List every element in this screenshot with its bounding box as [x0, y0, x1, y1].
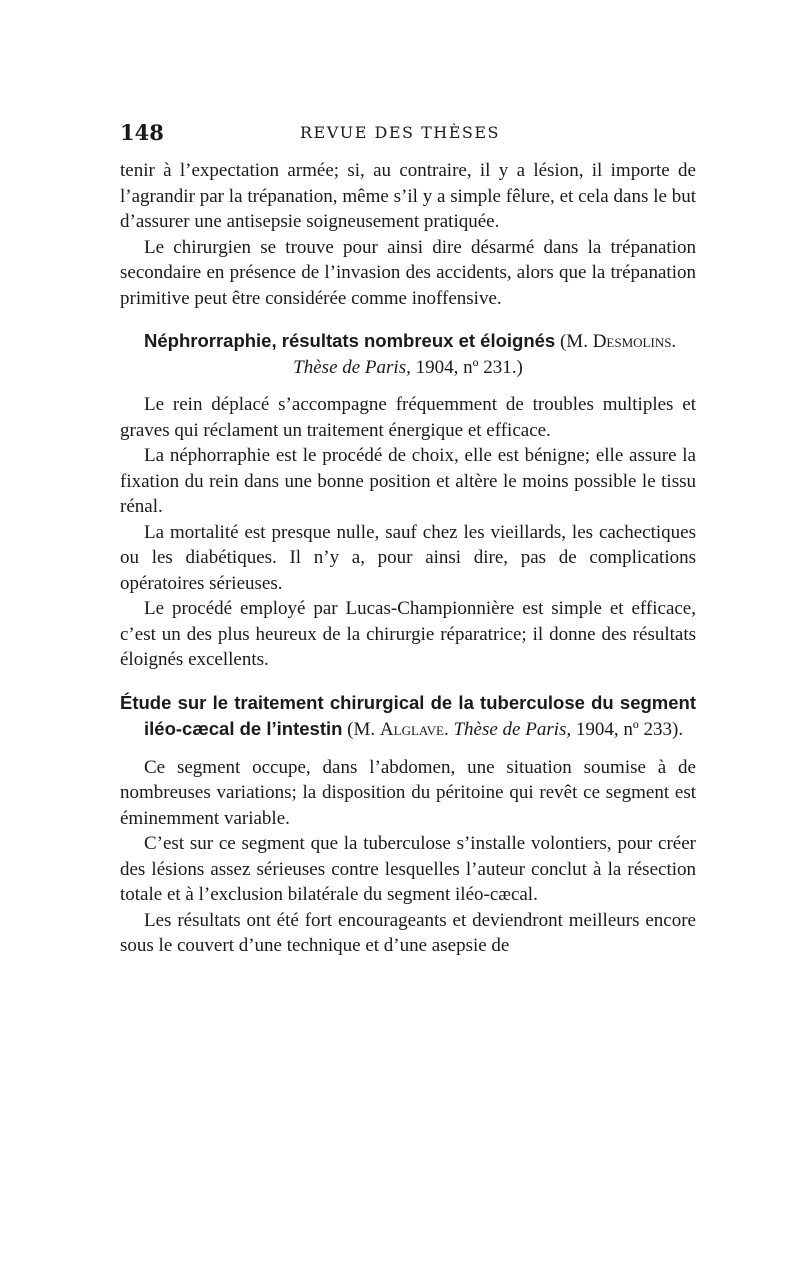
page-header	[120, 120, 680, 146]
page-body	[120, 158, 696, 959]
reference-thesis: Thèse de Paris,	[293, 356, 411, 378]
running-title: REVUE DES THÈSES	[300, 123, 500, 142]
paragraph: Les résultats ont été fort encourageants et deviendront meilleurs encore sous le couvert d’une technique et d’une asepsie de	[120, 909, 696, 956]
paragraph: Le procédé employé par Lucas-Championnière est simple et efficace, c’est un des plus heureux de la chirurgie réparatrice; il donne des résultats éloignés excellents.	[120, 598, 696, 670]
intro-paragraph-1: tenir à l’expectation armée; si, au contraire, il y a lésion, il importe de l’agrandir par la trépanation, même s’il y a simple fêlure, et cela dans le but d’assurer une antisepsie soigneusement pratiquée.	[120, 160, 696, 232]
section-heading	[120, 690, 696, 743]
page-number: 148	[120, 120, 164, 145]
paragraph: La néphorraphie est le procédé de choix, elle est bénigne; elle assure la fixation du rein dans une bonne position et altère le moins possible le tissu rénal.	[120, 445, 696, 517]
section-nephrorraphie	[120, 328, 696, 380]
reference-line	[120, 355, 696, 381]
section-heading	[120, 328, 696, 355]
paragraph: La mortalité est presque nulle, sauf chez les vieillards, les cachectiques ou les diabétiques. Il n’y a, pour ainsi dire, pas de complications opératoires sérieuses.	[120, 521, 696, 594]
reference-details: 1904, nº 231.)	[410, 356, 523, 378]
paragraph: Le rein déplacé s’accompagne fréquemment de troubles multiples et graves qui réclament un traitement énergique et efficace.	[120, 394, 696, 441]
reference-thesis: Thèse de Paris,	[453, 719, 572, 740]
reference-open: (M.	[555, 331, 593, 352]
reference-author: Alglave.	[379, 719, 449, 740]
reference-open: (M.	[342, 719, 380, 740]
paragraph: C’est sur ce segment que la tuberculose s’installe volontiers, pour créer des lésions assez sérieuses contre lesquelles l’auteur conclut à la résection totale et à l’exclusion bilatérale du segment iléo-cæcal.	[120, 833, 696, 905]
section-tuberculose	[120, 690, 696, 743]
section-title: Étude sur le traitement chirurgical de la tuberculose du segment iléo-cæcal de l’intestin	[120, 691, 696, 739]
reference-author: Desmolins.	[592, 331, 677, 352]
reference-details: 1904, nº 233).	[571, 719, 684, 740]
intro-paragraph-2: Le chirurgien se trouve pour ainsi dire désarmé dans la trépanation secondaire en présence de l’invasion des accidents, alors que la trépanation primitive peut être considérée comme inoffensive.	[120, 236, 696, 309]
paragraph: Ce segment occupe, dans l’abdomen, une situation soumise à de nombreuses variations; la disposition du péritoine qui revêt ce segment est éminemment variable.	[120, 756, 696, 829]
section-title: Néphrorraphie, résultats nombreux et éloignés	[144, 330, 556, 351]
